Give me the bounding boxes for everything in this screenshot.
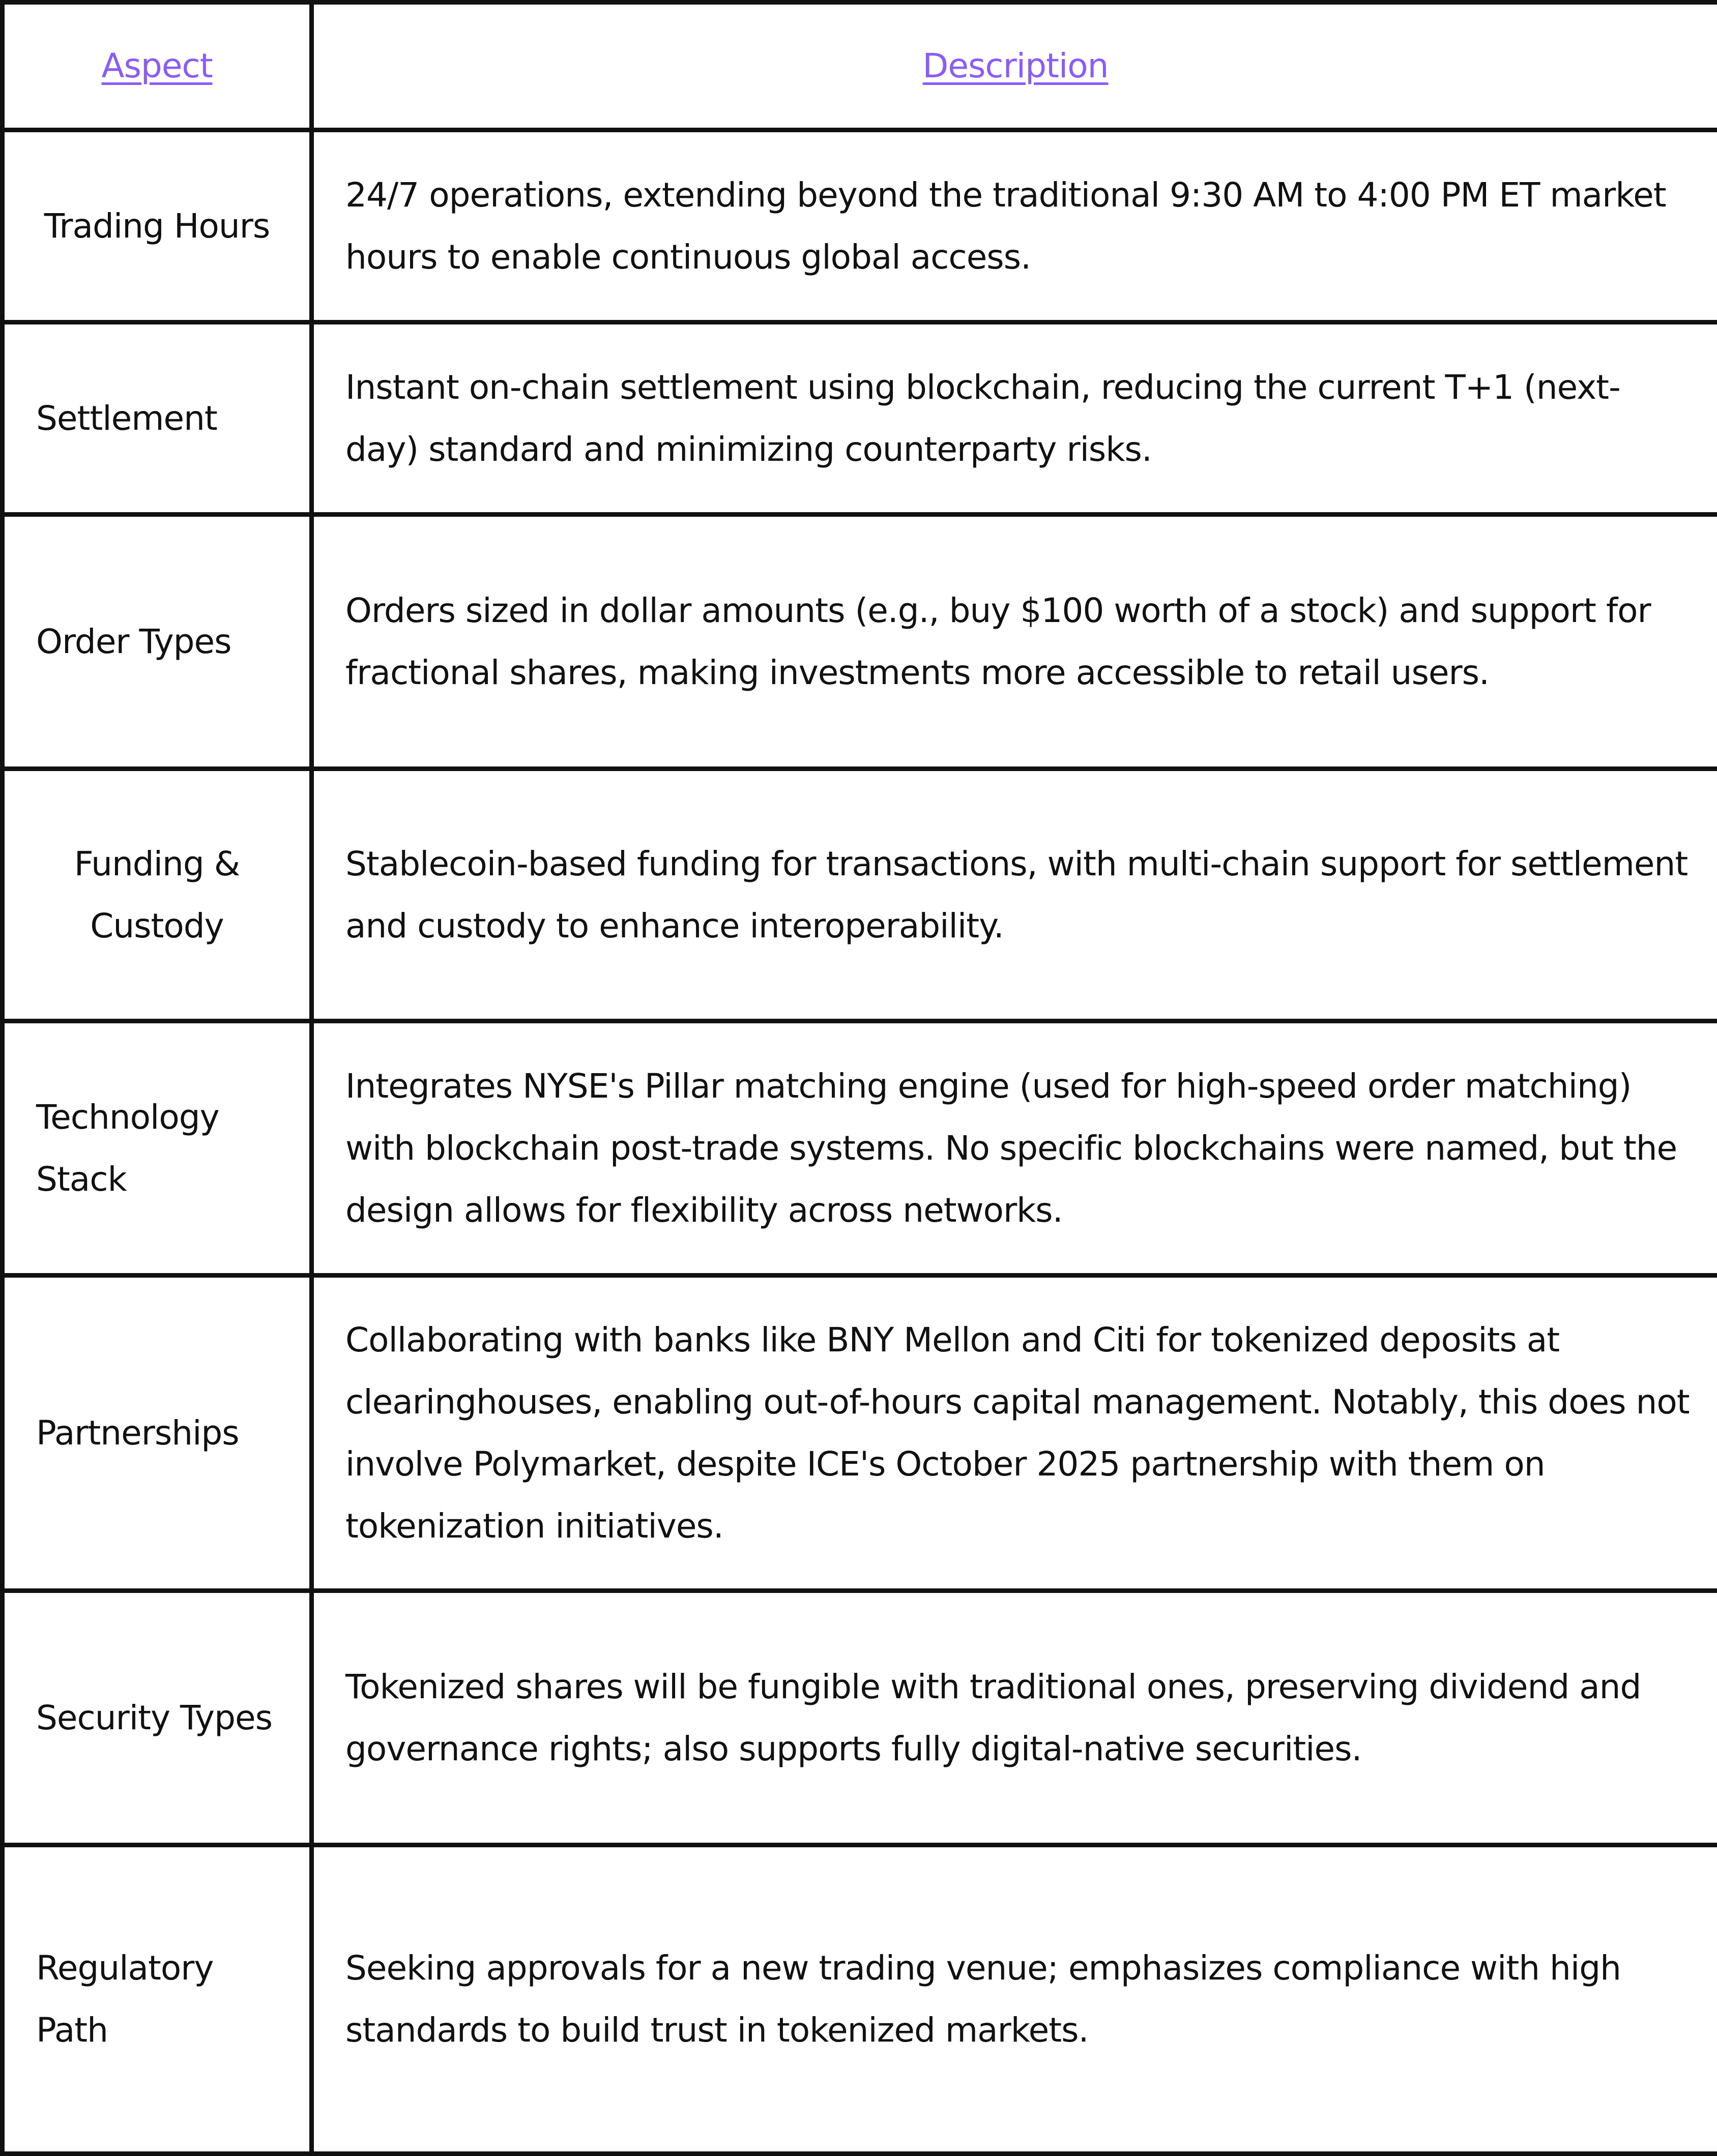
table-row xyxy=(3,515,1717,769)
aspect-cell: Funding & Custody xyxy=(3,769,312,1021)
table-row xyxy=(3,769,1717,1021)
table-row xyxy=(3,1591,1717,1845)
header-row xyxy=(3,3,1717,130)
aspect-cell: Partnerships xyxy=(3,1276,312,1591)
description-cell: Stablecoin-based funding for transactions, with multi-chain support for settlement and custody to enhance interoperability. xyxy=(312,769,1717,1021)
description-cell: Orders sized in dollar amounts (e.g., buy $100 worth of a stock) and support for fractional shares, making investments more accessible to retail users. xyxy=(312,515,1717,769)
aspect-cell: Order Types xyxy=(3,515,312,769)
description-column-header[interactable] xyxy=(312,3,1717,130)
aspect-cell: Regulatory Path xyxy=(3,1845,312,2154)
aspect-cell: Security Types xyxy=(3,1591,312,1845)
aspect-cell: Trading Hours xyxy=(3,130,312,322)
description-header-label[interactable]: Description xyxy=(923,46,1109,85)
description-cell: Instant on-chain settlement using blockchain, reducing the current T+1 (next-day) standard and minimizing counterparty risks. xyxy=(312,322,1717,515)
table-row xyxy=(3,1021,1717,1276)
table-row xyxy=(3,322,1717,515)
table-row xyxy=(3,1845,1717,2154)
description-cell: Seeking approvals for a new trading venue; emphasizes compliance with high standards to build trust in tokenized markets. xyxy=(312,1845,1717,2154)
aspect-cell: Technology Stack xyxy=(3,1021,312,1276)
aspect-header-label[interactable]: Aspect xyxy=(101,46,212,85)
table-row xyxy=(3,130,1717,322)
table-row xyxy=(3,1276,1717,1591)
aspect-cell: Settlement xyxy=(3,322,312,515)
description-cell: Tokenized shares will be fungible with traditional ones, preserving dividend and governance rights; also supports fully digital-native securities. xyxy=(312,1591,1717,1845)
description-cell: 24/7 operations, extending beyond the traditional 9:30 AM to 4:00 PM ET market hours to enable continuous global access. xyxy=(312,130,1717,322)
description-cell: Integrates NYSE's Pillar matching engine (used for high-speed order matching) with blockchain post-trade systems. No specific blockchains were named, but the design allows for flexibility across networks. xyxy=(312,1021,1717,1276)
aspect-column-header[interactable] xyxy=(3,3,312,130)
description-cell: Collaborating with banks like BNY Mellon and Citi for tokenized deposits at clearinghouses, enabling out-of-hours capital management. Notably, this does not involve Polymarket, despite ICE's October 2025 partnership with them on tokenization initiatives. xyxy=(312,1276,1717,1591)
